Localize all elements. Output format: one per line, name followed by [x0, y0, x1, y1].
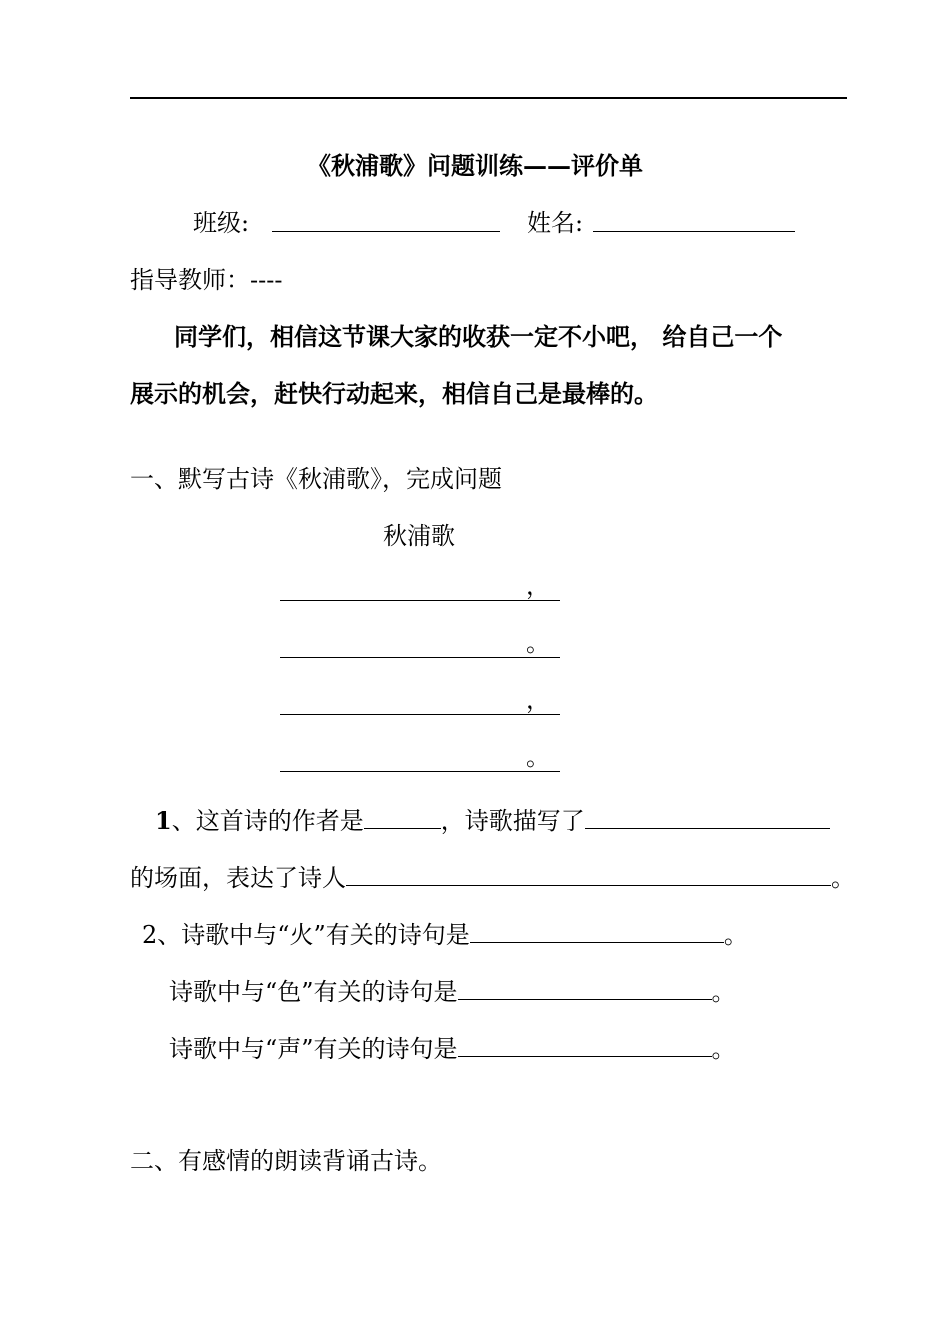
poem-line-1[interactable]: [280, 570, 560, 601]
q2-sound-end: 。: [711, 1035, 736, 1063]
poem-line-4[interactable]: [280, 741, 560, 772]
q2-sound-text: 诗歌中与“声”有关的诗句是: [169, 1035, 458, 1063]
poem-punct-4: 。: [526, 743, 550, 771]
name-label: 姓名:: [527, 209, 584, 237]
teacher-label: 指导教师：----: [130, 266, 283, 294]
poem-title: 秋浦歌: [383, 522, 455, 550]
name-field[interactable]: [593, 204, 795, 232]
q2-line-fire: [142, 915, 748, 950]
q1-line-2: [130, 858, 855, 893]
q2-color-end: 。: [711, 978, 736, 1006]
poem-punct-3: ，: [526, 686, 550, 714]
q2-sound-blank[interactable]: [458, 1030, 712, 1057]
class-label: 班级:: [193, 209, 250, 237]
class-field[interactable]: [272, 204, 500, 232]
page-title: 《秋浦歌》问题训练——评价单: [307, 151, 643, 180]
section1-heading: 一、默写古诗《秋浦歌》，完成问题: [130, 465, 502, 493]
q2-color-text: 诗歌中与“色”有关的诗句是: [169, 978, 458, 1006]
poem-line-3[interactable]: [280, 684, 560, 715]
section2-heading: 二、有感情的朗读背诵古诗。: [130, 1147, 442, 1175]
q1-line-1: [155, 801, 830, 836]
q2-fire-end: 。: [723, 921, 748, 949]
q1-emotion-blank[interactable]: [346, 859, 831, 886]
q1-scene-blank[interactable]: [585, 802, 830, 829]
q1-text-express: 的场面，表达了诗人: [130, 864, 346, 892]
intro-line-1: 同学们，相信这节课大家的收获一定不小吧， 给自己一个: [174, 322, 783, 351]
poem-line-2[interactable]: [280, 627, 560, 658]
q1-text-author: 、这首诗的作者是: [171, 807, 364, 835]
q2-fire-blank[interactable]: [470, 916, 724, 943]
q1-text-describe: ，诗歌描写了: [440, 807, 585, 835]
top-rule: [130, 97, 847, 99]
intro-line-2: 展示的机会，赶快行动起来，相信自己是最棒的。: [130, 379, 658, 408]
q2-color-blank[interactable]: [458, 973, 712, 1000]
q1-author-blank[interactable]: [364, 802, 441, 829]
q2-line-sound: [169, 1029, 736, 1064]
poem-punct-2: 。: [526, 629, 550, 657]
q2-line-color: [169, 972, 736, 1007]
poem-punct-1: ，: [526, 572, 550, 600]
q1-number: 1: [155, 806, 172, 835]
q2-fire-text: 2、诗歌中与“火”有关的诗句是: [142, 921, 470, 949]
q1-end: 。: [831, 864, 855, 892]
